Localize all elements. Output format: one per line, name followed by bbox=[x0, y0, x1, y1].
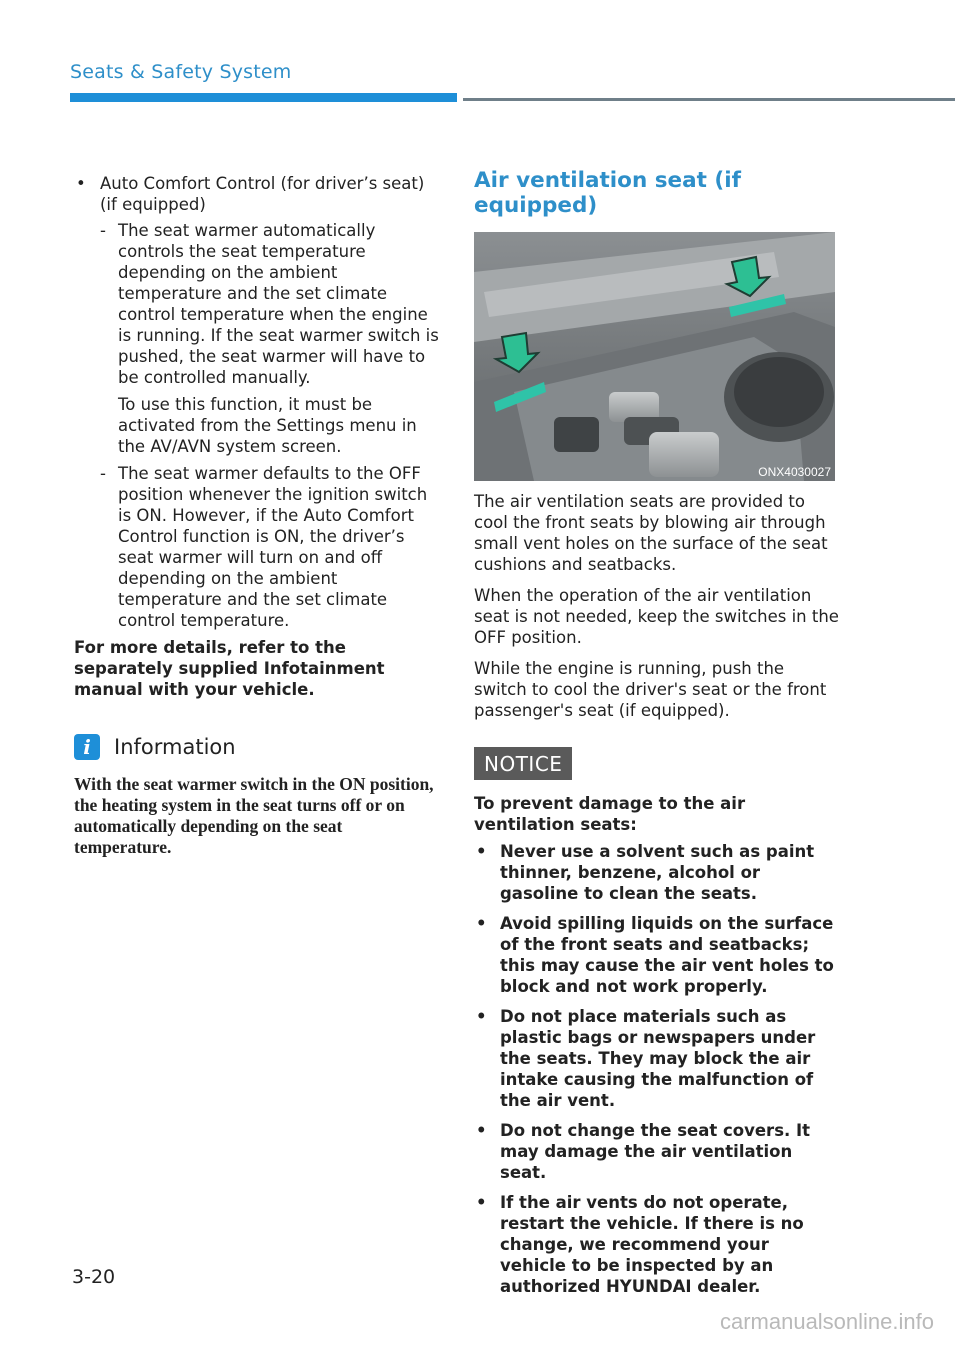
notice-item-text: Do not change the seat covers. It may damage the air ventilation seat. bbox=[500, 1121, 811, 1182]
notice-item-text: If the air vents do not operate, restart the vehicle. If there is no change, we recommend your vehicle to be inspected by an authorized HYUNDAI dealer. bbox=[500, 1193, 804, 1296]
notice-item bbox=[474, 1120, 840, 1183]
dash-text-1: The seat warmer automatically controls the seat temperature depending on the ambient temperature and the set climate control temperature when the engine is running. If the seat warmer switch is pushed, the seat warmer will have to be controlled manually. bbox=[118, 221, 439, 387]
console-photo bbox=[474, 232, 835, 481]
info-icon: i bbox=[74, 734, 100, 760]
information-header bbox=[74, 734, 440, 760]
watermark: carmanualsonline.info bbox=[719, 1309, 934, 1334]
bullet-dot-icon: • bbox=[476, 842, 487, 861]
bullet-dot-icon: • bbox=[476, 914, 487, 933]
air-ventilation-heading: Air ventilation seat (if equipped) bbox=[474, 168, 741, 218]
notice-item bbox=[474, 841, 840, 904]
dash-mark: - bbox=[100, 221, 106, 240]
image-code: ONX4030027 bbox=[758, 465, 831, 479]
infotainment-note: For more details, refer to the separately supplied Infotainment manual with your vehicle. bbox=[74, 638, 385, 699]
ventilation-paragraphs bbox=[474, 491, 840, 721]
information-title: Information bbox=[114, 735, 236, 759]
bullet-dot-icon: • bbox=[76, 174, 86, 193]
notice-item bbox=[474, 1006, 840, 1111]
dash-mark: - bbox=[100, 464, 106, 483]
bullet-dot-icon: • bbox=[476, 1121, 487, 1140]
paragraph-1: The air ventilation seats are provided to cool the front seats by blowing air through small vent holes on the surface of the seat cushions and seatbacks. bbox=[474, 492, 828, 574]
bullet-auto-comfort bbox=[74, 173, 440, 215]
information-body: With the seat warmer switch in the ON position, the heating system in the seat turns off or on automatically depending on the seat temperature. bbox=[74, 774, 434, 857]
paragraph-3: While the engine is running, push the switch to cool the driver's seat or the front passenger's seat (if equipped). bbox=[474, 659, 827, 720]
header-rule-gray bbox=[463, 98, 955, 101]
bullet-dot-icon: • bbox=[476, 1007, 487, 1026]
notice-lead: To prevent damage to the air ventilation seats: bbox=[474, 794, 746, 834]
dash-sub-text: To use this function, it must be activated from the Settings menu in the AV/AVN system screen. bbox=[118, 395, 417, 456]
notice-item-text: Do not place materials such as plastic bags or newspapers under the seats. They may block the air intake causing the malfunction of the air vent. bbox=[500, 1007, 816, 1110]
paragraph-2: When the operation of the air ventilation seat is not needed, keep the switches in the OFF position. bbox=[474, 586, 839, 647]
dash-text-2: The seat warmer defaults to the OFF position whenever the ignition switch is ON. However, if the Auto Comfort Control function is ON, the driver’s seat warmer will turn on and off depending on the ambient temperature and the set climate control temperature. bbox=[118, 464, 428, 630]
dash-list bbox=[74, 220, 440, 631]
right-column bbox=[474, 168, 840, 1306]
notice-item-text: Never use a solvent such as paint thinner, benzene, alcohol or gasoline to clean the seats. bbox=[500, 842, 815, 903]
dash-item-2 bbox=[74, 463, 440, 631]
console-illustration bbox=[474, 232, 835, 481]
bullet-text: Auto Comfort Control (for driver’s seat) (if equipped) bbox=[100, 174, 425, 214]
dash-item-1 bbox=[74, 220, 440, 388]
page-number: 3-20 bbox=[72, 1266, 116, 1288]
notice-badge: NOTICE bbox=[474, 747, 572, 780]
notice-item bbox=[474, 913, 840, 997]
notice-item bbox=[474, 1192, 840, 1297]
header-rule-blue bbox=[70, 93, 457, 102]
section-title: Seats & Safety System bbox=[70, 61, 292, 83]
bullet-dot-icon: • bbox=[476, 1193, 487, 1212]
notice-list bbox=[474, 841, 840, 1297]
left-column bbox=[74, 173, 440, 858]
notice-item-text: Avoid spilling liquids on the surface of the front seats and seatbacks; this may cause the air vent holes to block and not work properly. bbox=[500, 914, 834, 996]
